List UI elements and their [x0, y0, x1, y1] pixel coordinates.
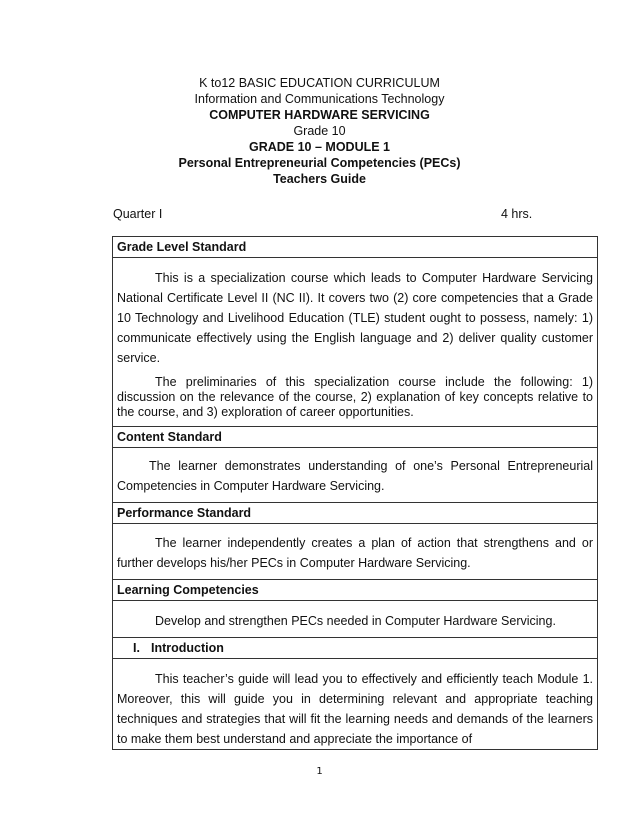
curriculum-title: K to12 BASIC EDUCATION CURRICULUM — [199, 76, 440, 90]
guide-title: Teachers Guide — [273, 172, 366, 186]
learning-competencies-body — [113, 601, 598, 638]
grade-level-paragraph-1: This is a specialization course which leads to Computer Hardware Servicing National Certificate Level II (NC II). It covers two (2) core competencies that a Grade 10 Technology and Livelihood Education (TLE) student ought to possess, namely: 1) communicate effectively using the English language and 2) deliver quality customer service. — [117, 271, 593, 365]
hours-label: 4 hrs. — [501, 207, 533, 221]
content-standard-heading: Content Standard — [113, 427, 598, 448]
learning-competencies-paragraph: Develop and strengthen PECs needed in Computer Hardware Servicing. — [155, 614, 556, 628]
introduction-paragraph: This teacher’s guide will lead you to effectively and efficiently teach Module 1. Moreover, this will guide you in determining relevant and appropriate teaching techniques and strategies that will fit the learning needs and demands of the learners to make them best understand and appreciate the importance of — [117, 672, 593, 746]
content-standard-body — [113, 448, 598, 503]
learning-competencies-heading: Learning Competencies — [113, 580, 598, 601]
grade-level-standard-heading: Grade Level Standard — [113, 237, 598, 258]
subject-title: Information and Communications Technology — [194, 92, 445, 106]
curriculum-table — [112, 236, 598, 750]
grade-level-standard-body — [113, 258, 598, 427]
performance-standard-body — [113, 524, 598, 580]
course-title: COMPUTER HARDWARE SERVICING — [209, 108, 430, 122]
page-number: 1 — [316, 766, 323, 777]
grade-label: Grade 10 — [293, 124, 346, 138]
quarter-row — [113, 207, 597, 221]
introduction-heading — [113, 638, 598, 659]
performance-standard-paragraph: The learner independently creates a plan of action that strengthens and or further develops his/her PECs in Computer Hardware Servicing. — [117, 536, 593, 570]
performance-standard-heading: Performance Standard — [113, 503, 598, 524]
quarter-label: Quarter I — [113, 207, 163, 221]
document-header — [0, 75, 639, 187]
module-title: GRADE 10 – MODULE 1 — [248, 140, 390, 154]
module-subtitle: Personal Entrepreneurial Competencies (PECs) — [178, 156, 461, 170]
introduction-number: I. — [133, 641, 140, 655]
content-standard-paragraph: The learner demonstrates understanding of one’s Personal Entrepreneurial Competencies in Computer Hardware Servicing. — [117, 459, 593, 493]
introduction-body — [113, 659, 598, 750]
grade-level-paragraph-2: The preliminaries of this specialization course include the following: 1) discussion on the relevance of the course, 2) explanation of key concepts relative to the course, and 3) exploration of career opportunities. — [117, 375, 593, 419]
introduction-title: Introduction — [151, 641, 224, 655]
